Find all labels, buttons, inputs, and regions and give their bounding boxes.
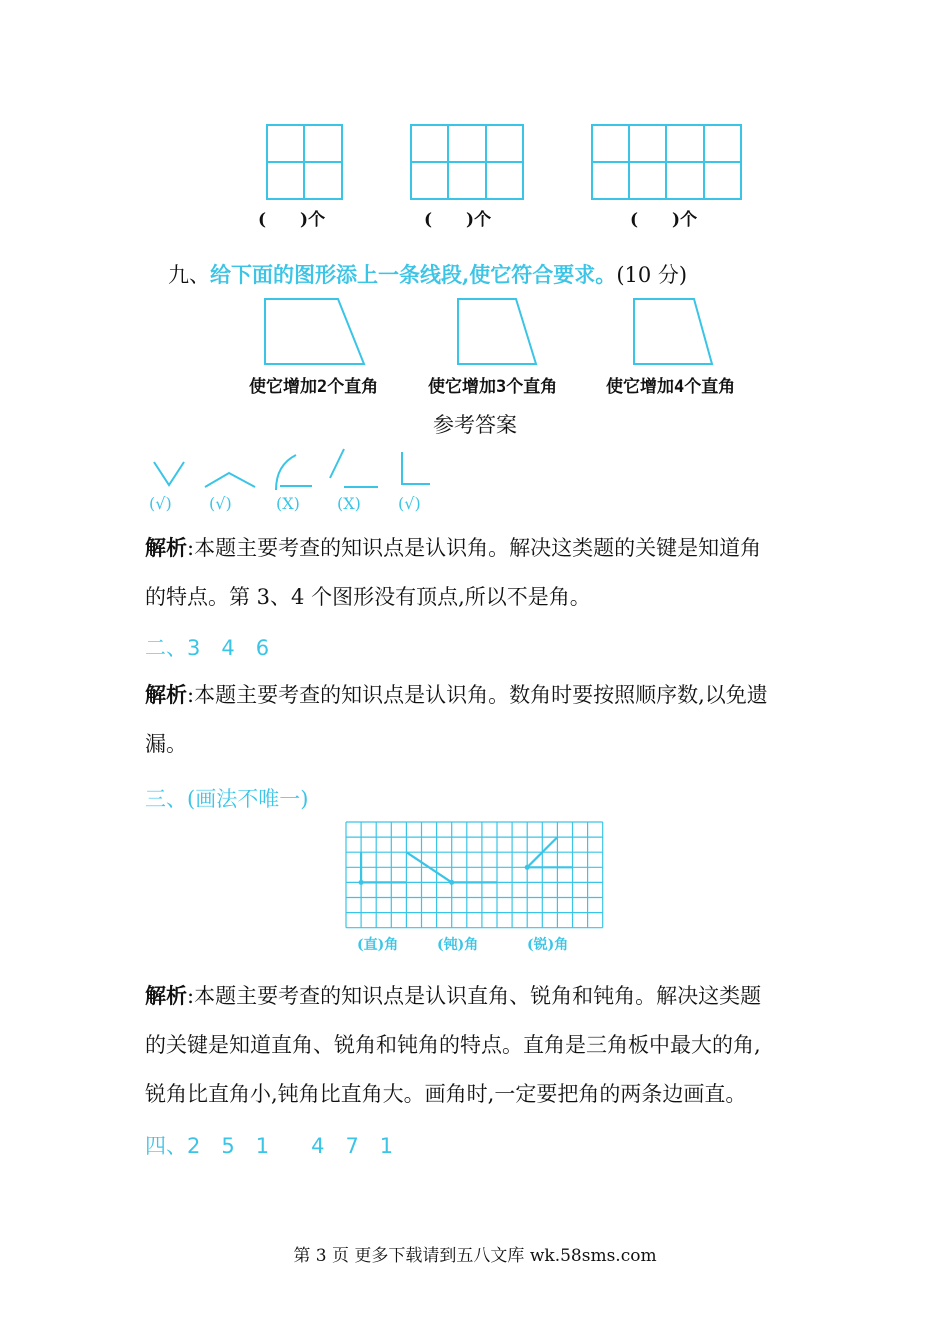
grid-answer-1: ( )个 [258,210,326,230]
question-instruction: 给下面的图形添上一条线段,使它符合要求。 [210,262,617,287]
grid-label-acute-angle: (锐)角 [527,937,569,953]
angle-mark-4: (X) [337,494,361,513]
analysis-text-line: :本题主要考查的知识点是认识直角、锐角和钝角。解决这类题 [187,984,762,1008]
answer-4-heading: 四、2 5 1 4 7 1 [145,1134,394,1158]
answers-title: 参考答案 [433,413,517,437]
page-footer: 第 3 页 更多下载请到五八文库 wk.58sms.com [293,1246,657,1266]
grid-label-right-angle: (直)角 [357,937,399,953]
analysis-text-line: :本题主要考查的知识点是认识角。数角时要按照顺序数,以免遗 [187,683,768,707]
angle-mark-3: (X) [276,494,300,513]
angle-mark-2: (√) [209,494,232,513]
analysis-label: 解析 [145,682,187,707]
answer-3-heading: 三、(画法不唯一) [145,787,309,811]
angle-mark-1: (√) [149,494,172,513]
analysis-text-line: 漏。 [145,732,187,756]
analysis-label: 解析 [145,983,187,1008]
analysis-text-line: 的特点。第 3、4 个图形没有顶点,所以不是角。 [145,585,591,609]
grid-label-obtuse-angle: (钝)角 [437,937,479,953]
shape-caption-3: 使它增加4个直角 [606,377,736,397]
shape-caption-2: 使它增加3个直角 [428,377,558,397]
question-score: (10 分) [616,263,688,287]
grid-answer-3: ( )个 [630,210,698,230]
shape-caption-1: 使它增加2个直角 [249,377,379,397]
angle-mark-5: (√) [398,494,421,513]
analysis-text-line: 的关键是知道直角、锐角和钝角的特点。直角是三角板中最大的角, [145,1033,761,1057]
analysis-text-line: :本题主要考查的知识点是认识角。解决这类题的关键是知道角 [187,536,762,560]
analysis-label: 解析 [145,535,187,560]
answer-2-heading: 二、3 4 6 [145,636,270,660]
analysis-3 [145,971,825,1119]
analysis-text-line: 锐角比直角小,钝角比直角大。画角时,一定要把角的两条边画直。 [145,1082,747,1106]
question-number: 九、 [168,263,210,287]
grid-answer-2: ( )个 [424,210,492,230]
